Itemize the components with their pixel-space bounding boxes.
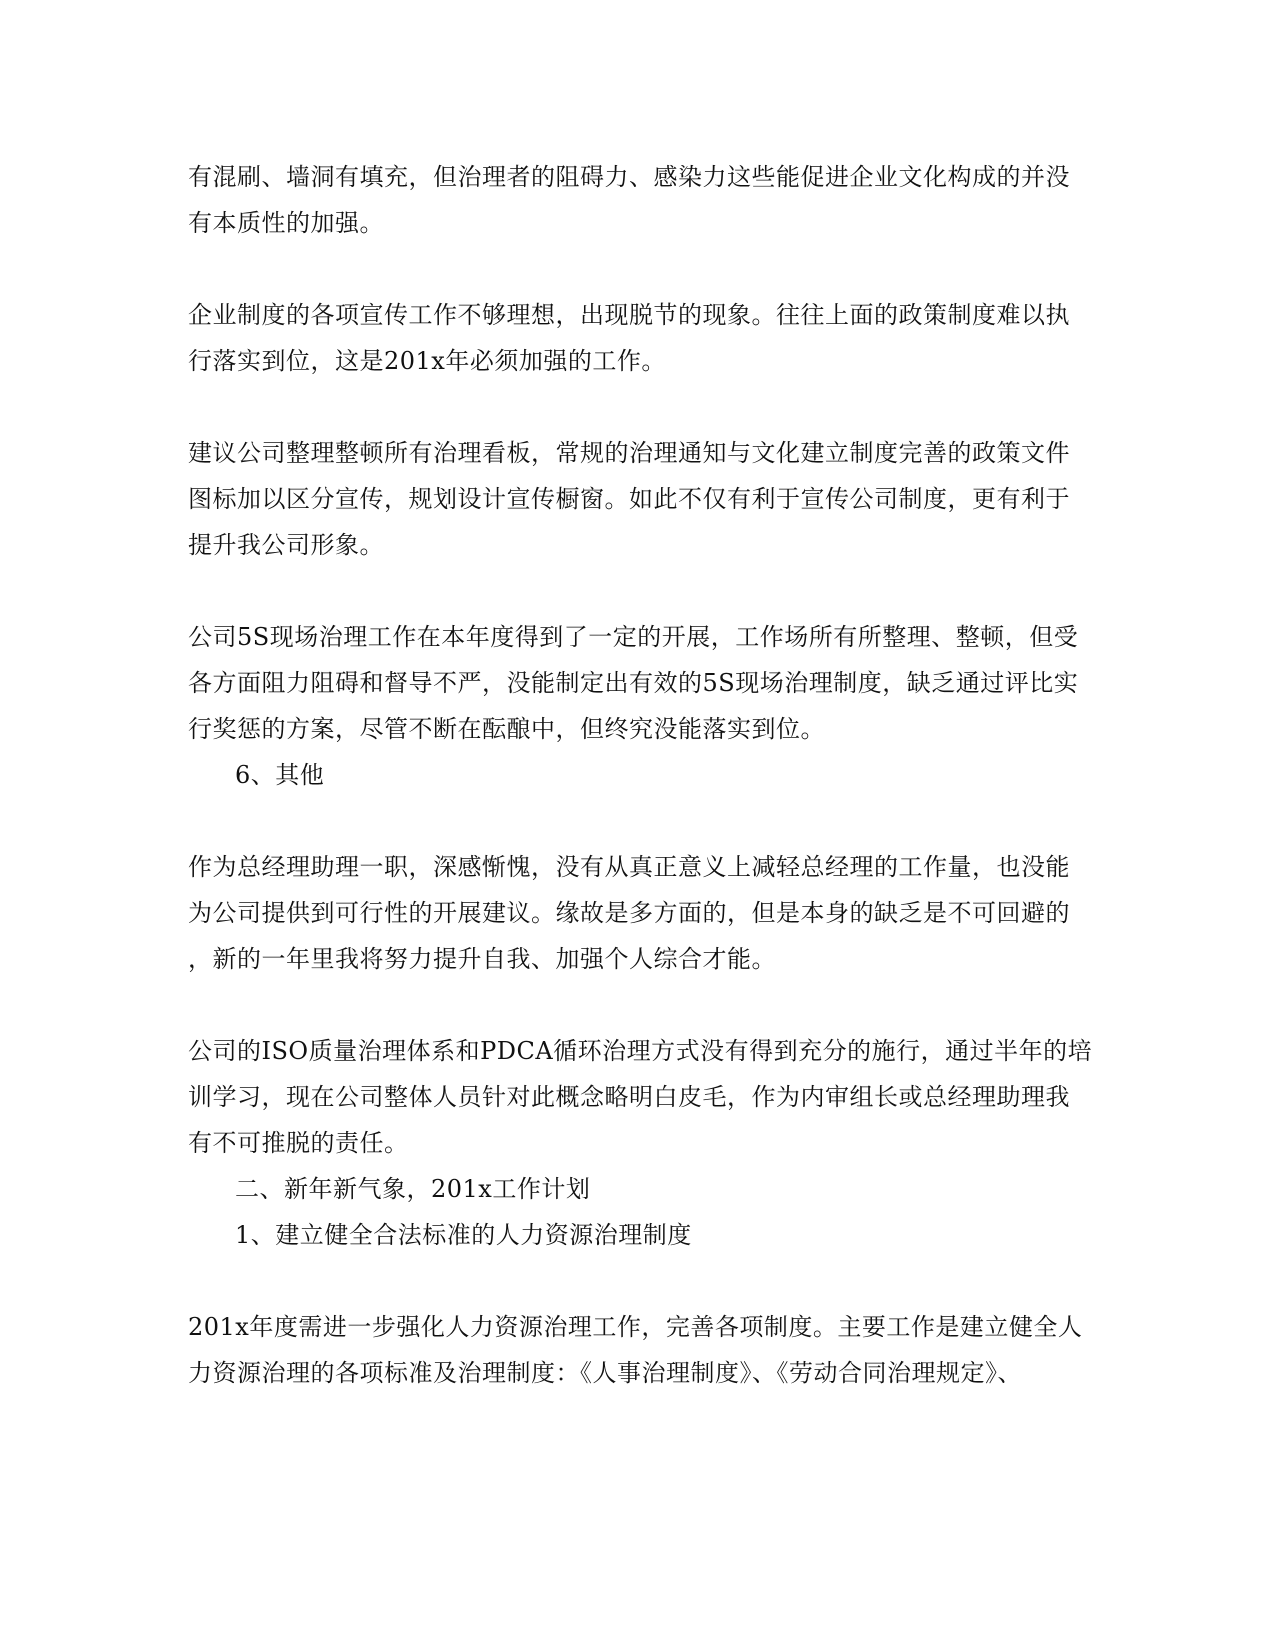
text-line: 建议公司整理整顿所有治理看板，常规的治理通知与文化建立制度完善的政策文件	[188, 439, 1070, 467]
section-heading: 二、新年新气象，201x工作计划	[235, 1175, 591, 1203]
text-line: 公司5S现场治理工作在本年度得到了一定的开展，工作场所有所整理、整顿，但受	[188, 623, 1079, 651]
text-line: 训学习，现在公司整体人员针对此概念略明白皮毛，作为内审组长或总经理助理我	[188, 1083, 1070, 1111]
section-heading: 1、建立健全合法标准的人力资源治理制度	[235, 1221, 692, 1249]
text-line: 为公司提供到可行性的开展建议。缘故是多方面的，但是本身的缺乏是不可回避的	[188, 899, 1070, 927]
section-heading: 6、其他	[235, 761, 325, 789]
text-line: 提升我公司形象。	[188, 531, 384, 559]
text-line: 各方面阻力阻碍和督导不严，没能制定出有效的5S现场治理制度，缺乏通过评比实	[188, 669, 1079, 697]
text-line: ，新的一年里我将努力提升自我、加强个人综合才能。	[188, 945, 776, 973]
text-line: 图标加以区分宣传，规划设计宣传橱窗。如此不仅有利于宣传公司制度，更有利于	[188, 485, 1070, 513]
text-line: 行落实到位，这是201x年必须加强的工作。	[188, 347, 666, 375]
text-line: 公司的ISO质量治理体系和PDCA循环治理方式没有得到充分的施行，通过半年的培	[188, 1037, 1093, 1065]
text-line: 有混刷、墙洞有填充，但治理者的阻碍力、感染力这些能促进企业文化构成的并没	[188, 163, 1070, 191]
text-line: 201x年度需进一步强化人力资源治理工作，完善各项制度。主要工作是建立健全人	[188, 1313, 1083, 1341]
text-line: 有不可推脱的责任。	[188, 1129, 409, 1157]
text-line: 行奖惩的方案，尽管不断在酝酿中，但终究没能落实到位。	[188, 715, 825, 743]
text-line: 企业制度的各项宣传工作不够理想，出现脱节的现象。往往上面的政策制度难以执	[188, 301, 1070, 329]
text-line: 有本质性的加强。	[188, 209, 384, 237]
text-line: 力资源治理的各项标准及治理制度：《人事治理制度》、《劳动合同治理规定》、	[188, 1359, 1022, 1387]
text-line: 作为总经理助理一职，深感惭愧，没有从真正意义上减轻总经理的工作量，也没能	[188, 853, 1070, 881]
